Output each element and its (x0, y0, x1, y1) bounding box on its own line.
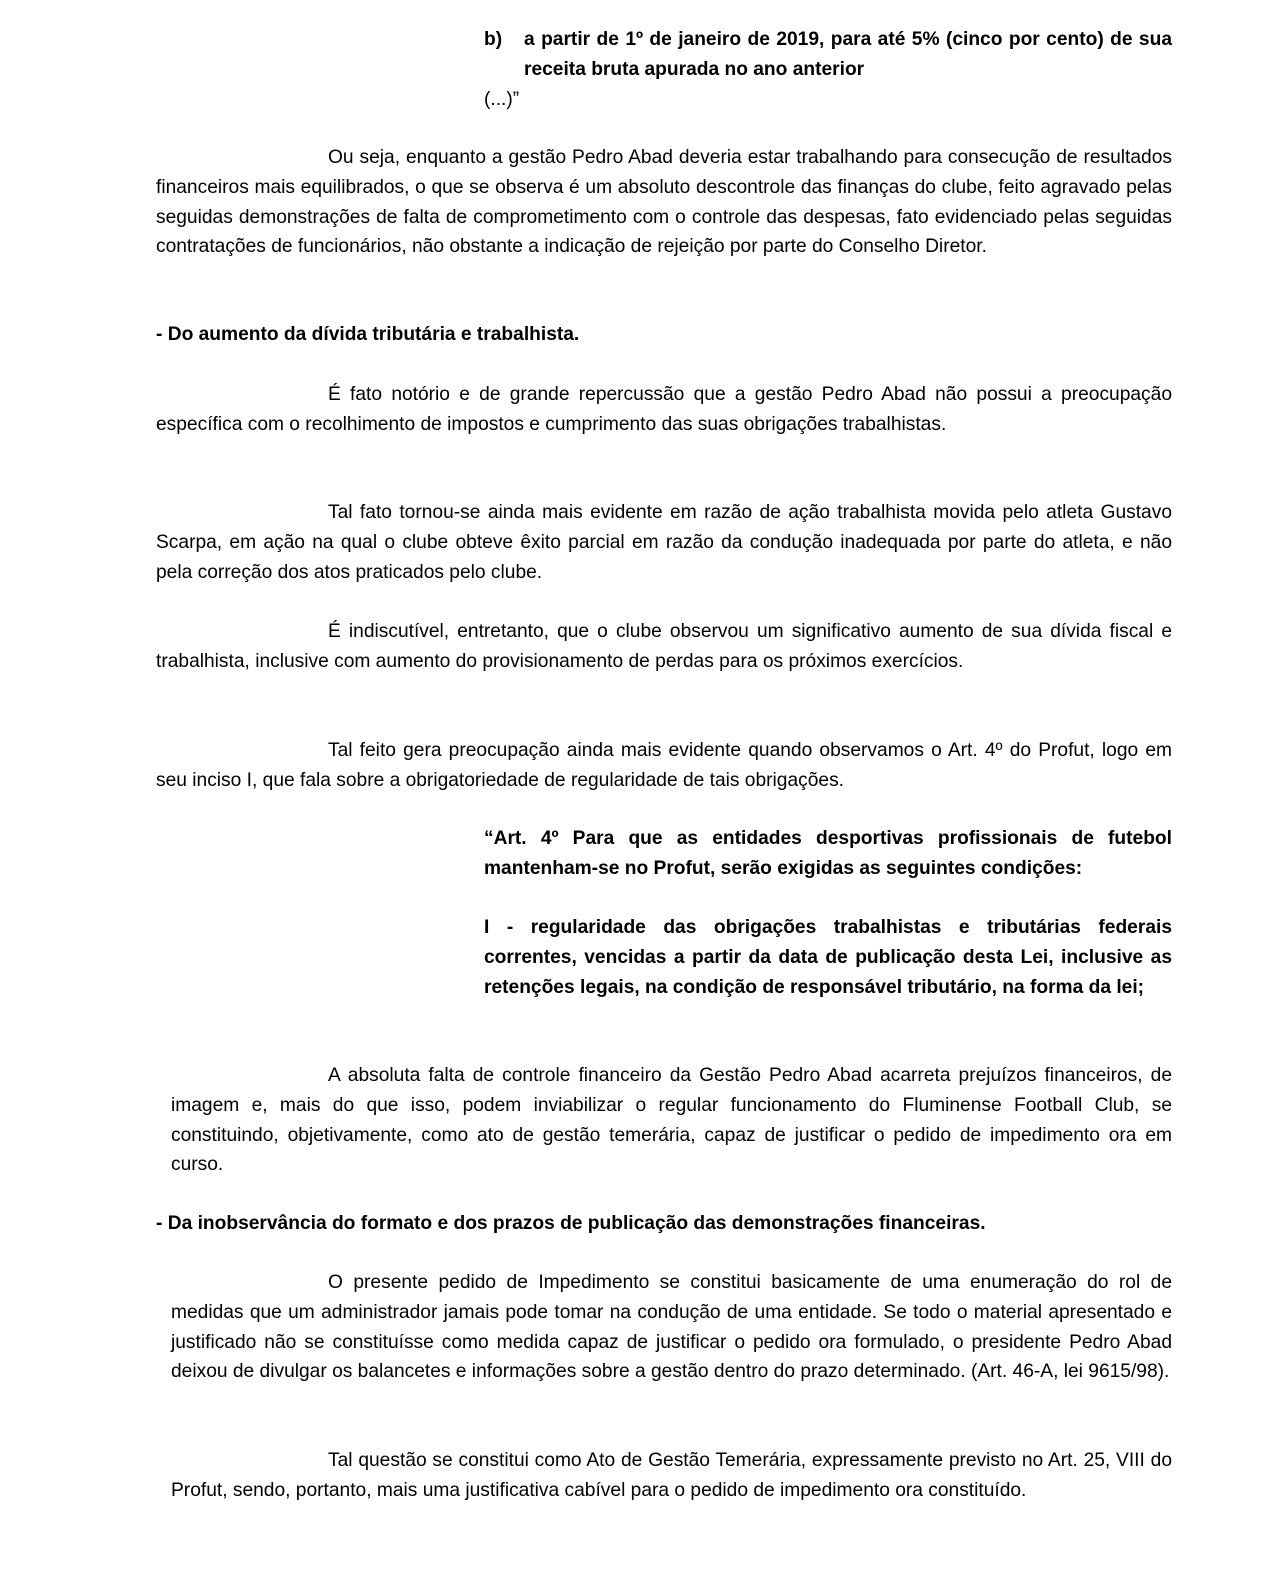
list-marker: b) (484, 29, 503, 50)
list-item-b (484, 25, 1172, 85)
section-heading: - Do aumento da dívida tributária e trabalhista. (156, 324, 580, 345)
paragraph: Tal questão se constitui como Ato de Gestão Temerária, expressamente previsto no Art. 25, VIII do Profut, sendo, portanto, mais uma justificativa cabível para o pedido de impedimento ora constituído. (171, 1450, 1172, 1501)
section-heading: - Da inobservância do formato e dos prazos de publicação das demonstrações financeiras. (156, 1213, 986, 1234)
law-quote-clause: I - regularidade das obrigações trabalhistas e tributárias federais correntes, vencidas a partir da data de publicação desta Lei, inclusive as retenções legais, na condição de responsável tributário, na forma da lei; (484, 917, 1172, 998)
list-item-text: a partir de 1º de janeiro de 2019, para até 5% (cinco por cento) de sua receita bruta apurada no ano anterior (524, 29, 1172, 80)
paragraph: Tal feito gera preocupação ainda mais evidente quando observamos o Art. 4º do Profut, logo em seu inciso I, que fala sobre a obrigatoriedade de regularidade de tais obrigações. (156, 740, 1172, 791)
paragraph: É fato notório e de grande repercussão que a gestão Pedro Abad não possui a preocupação específica com o recolhimento de impostos e cumprimento das suas obrigações trabalhistas. (156, 384, 1172, 435)
paragraph: Tal fato tornou-se ainda mais evidente em razão de ação trabalhista movida pelo atleta Gustavo Scarpa, em ação na qual o clube obteve êxito parcial em razão da condução inadequada por parte do atleta, e não pela correção dos atos praticados pelo clube. (156, 502, 1172, 583)
paragraph: O presente pedido de Impedimento se constitui basicamente de uma enumeração do rol de medidas que um administrador jamais pode tomar na condução de uma entidade. Se todo o material apresentado e justificado não se constituísse como medida capaz de justificar o pedido ora formulado, o presidente Pedro Abad deixou de divulgar os balancetes e informações sobre a gestão dentro do prazo determinado. (Art. 46-A, lei 9615/98). (171, 1272, 1172, 1383)
paragraph: A absoluta falta de controle financeiro da Gestão Pedro Abad acarreta prejuízos financeiros, de imagem e, mais do que isso, podem inviabilizar o regular funcionamento do Fluminense Football Club, se constituindo, objetivamente, como ato de gestão temerária, capaz de justificar o pedido de impedimento ora em curso. (171, 1065, 1172, 1176)
law-quote-article: “Art. 4º Para que as entidades desportivas profissionais de futebol mantenham-se no Profut, serão exigidas as seguintes condições: (484, 828, 1172, 879)
quote-ellipsis: (...)” (484, 89, 520, 110)
paragraph: Ou seja, enquanto a gestão Pedro Abad deveria estar trabalhando para consecução de resultados financeiros mais equilibrados, o que se observa é um absoluto descontrole das finanças do clube, feito agravado pelas seguidas demonstrações de falta de comprometimento com o controle das despesas, fato evidenciado pelas seguidas contratações de funcionários, não obstante a indicação de rejeição por parte do Conselho Diretor. (156, 147, 1172, 258)
paragraph: É indiscutível, entretanto, que o clube observou um significativo aumento de sua dívida fiscal e trabalhista, inclusive com aumento do provisionamento de perdas para os próximos exercícios. (156, 621, 1172, 672)
